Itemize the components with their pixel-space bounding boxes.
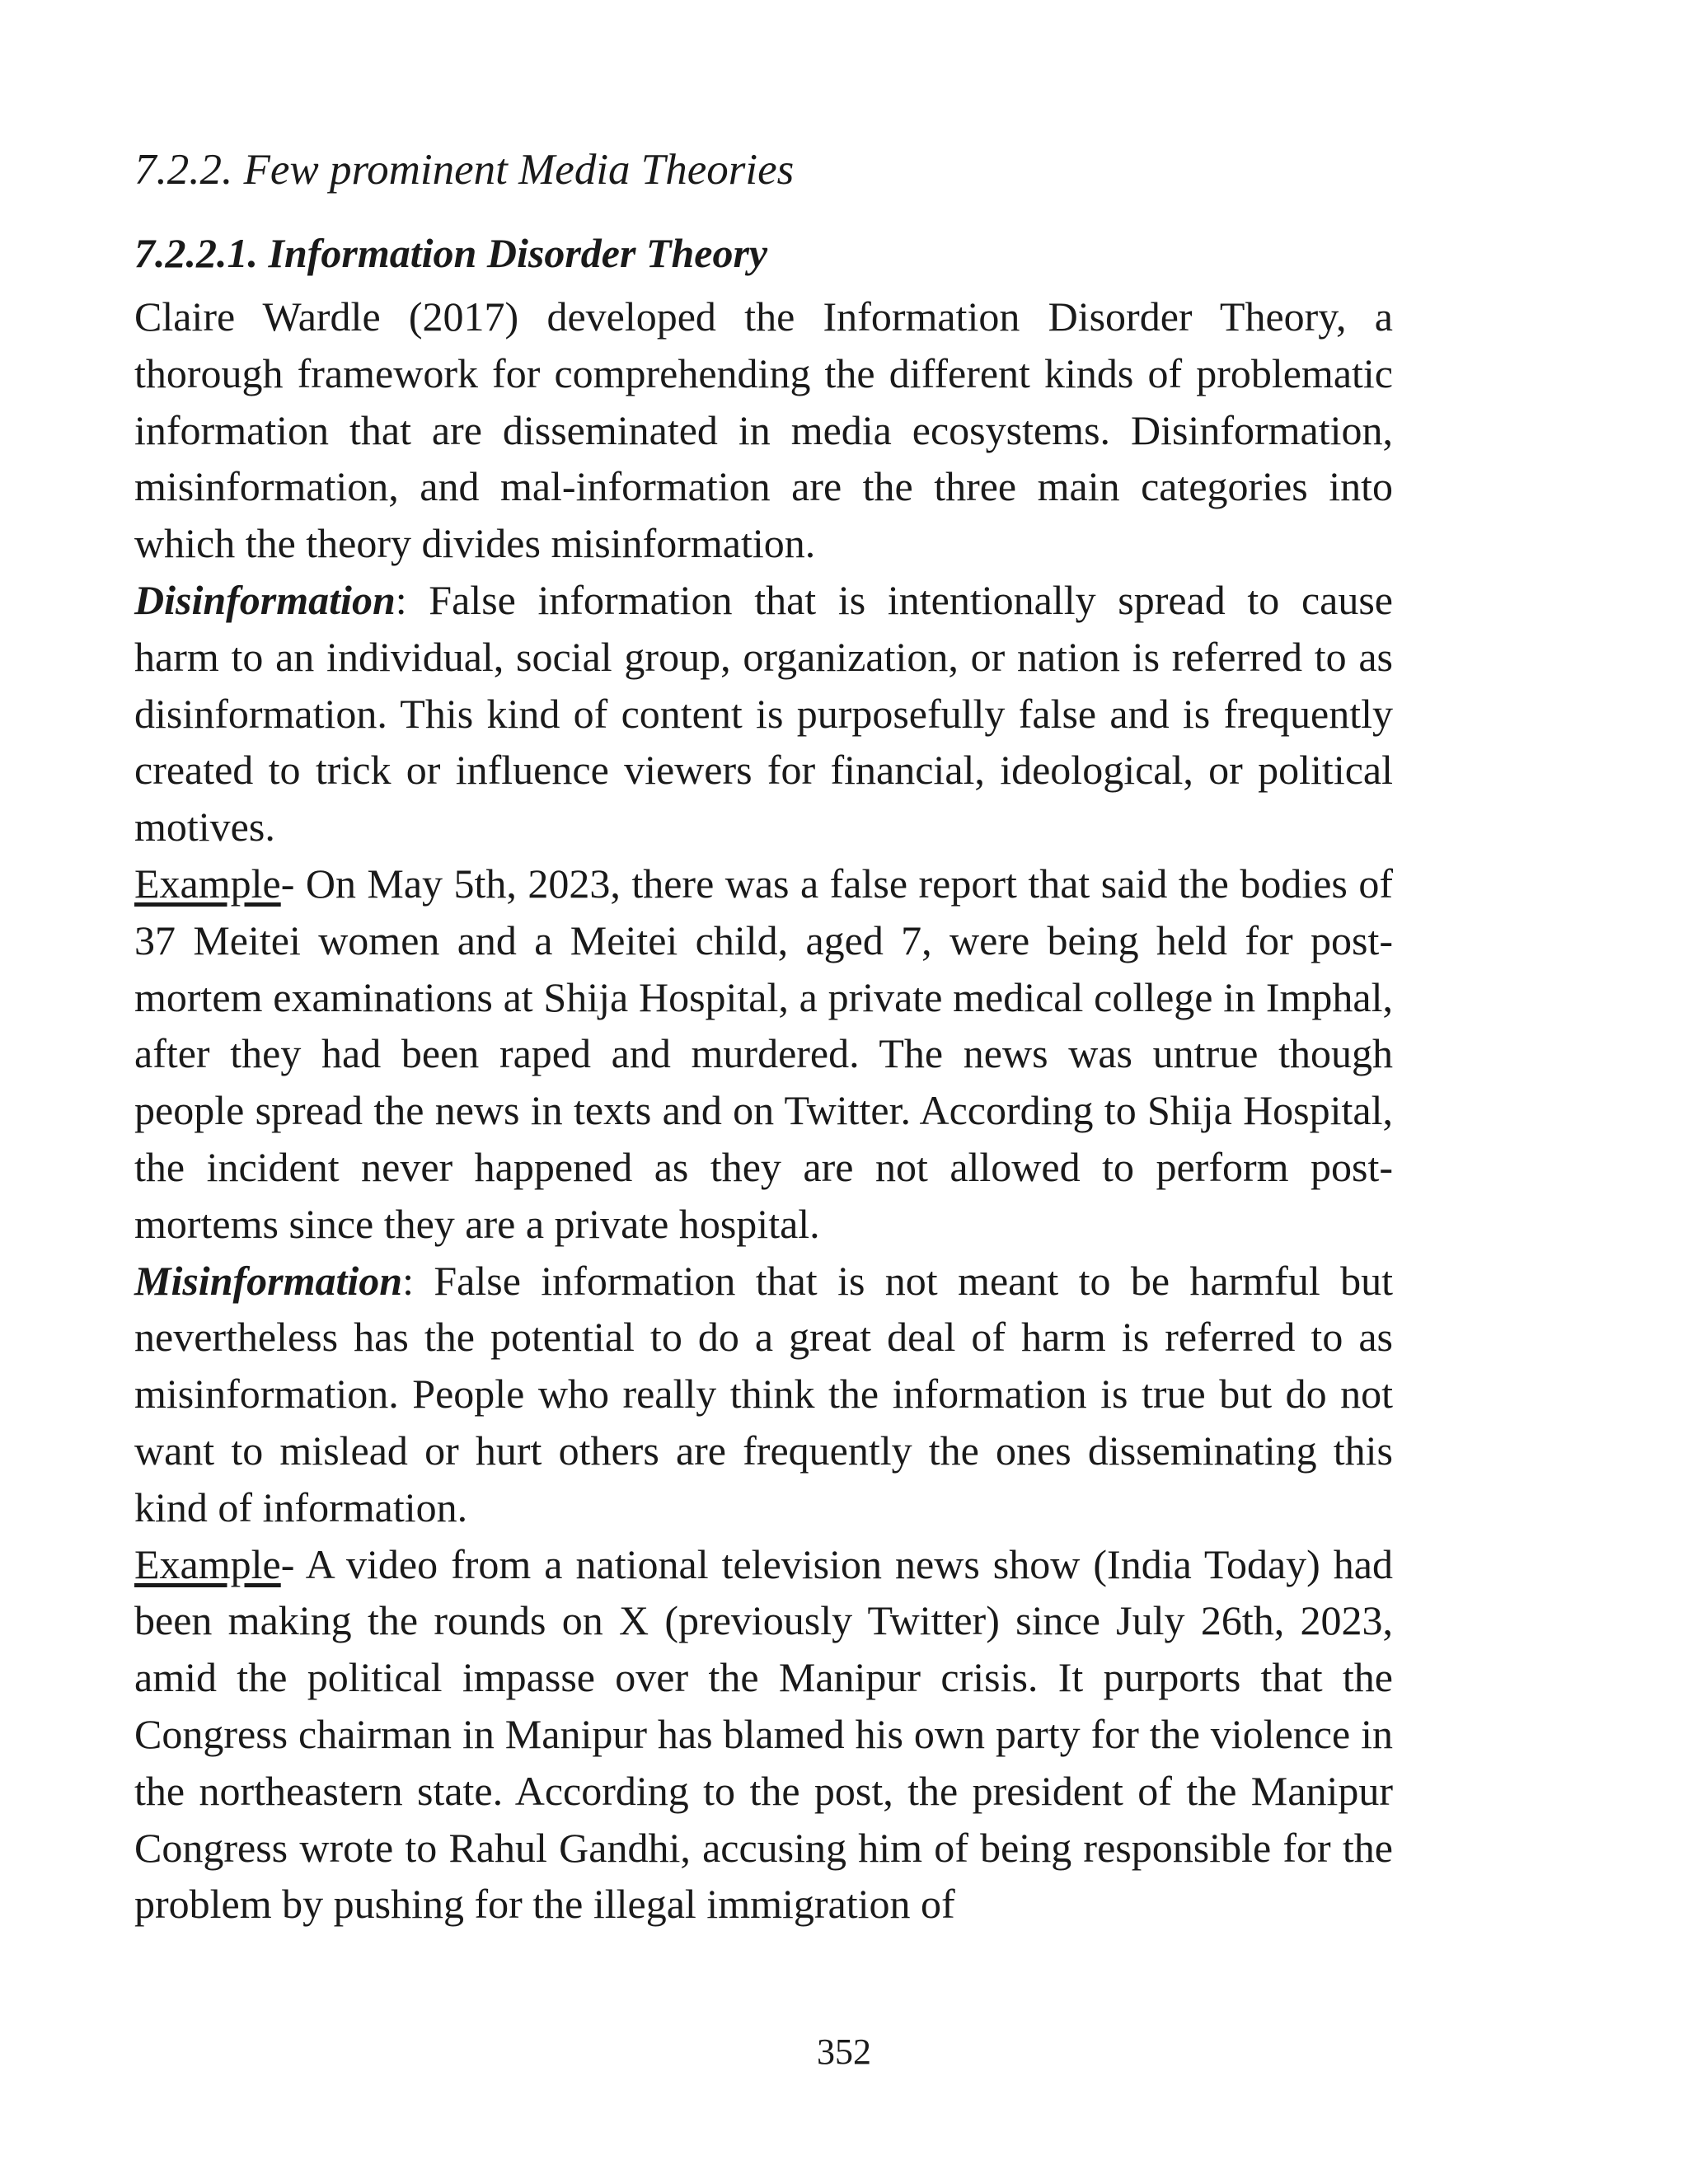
- example-2-paragraph: [134, 1536, 1393, 1933]
- example-1-paragraph: [134, 855, 1393, 1253]
- page-number: 352: [817, 2032, 871, 2072]
- subsection-heading: 7.2.2.1. Information Disorder Theory: [134, 230, 768, 276]
- disinformation-paragraph: [134, 572, 1393, 855]
- example-1-text: - On May 5th, 2023, there was a false report that said the bodies of 37 Meitei women and a Meitei child, aged 7, were being held for post-mortem examinations at Shija Hospital, a private medical college in Imphal, after they had been raped and murdered. The news was untrue though people spread the news in texts and on Twitter. According to Shija Hospital, the incident never happened as they are not allowed to perform post-mortems since they are a private hospital.: [134, 860, 1393, 1247]
- example-2-label: Example: [134, 1540, 281, 1587]
- misinformation-paragraph: [134, 1253, 1393, 1536]
- disinformation-definition: : False information that is intentionally spread to cause harm to an individual, social group, organization, or nation is referred to as disinformation. This kind of content is purposefully false and is frequently created to trick or influence viewers for financial, ideological, or political motives.: [134, 576, 1393, 851]
- misinformation-term: Misinformation: [134, 1257, 403, 1304]
- disinformation-term: Disinformation: [134, 576, 396, 623]
- example-1-label: Example: [134, 860, 281, 907]
- section-heading: 7.2.2. Few prominent Media Theories: [134, 146, 795, 194]
- example-2-text: - A video from a national television news show (India Today) had been making the rounds on X (previously Twitter) since July 26th, 2023, amid the political impasse over the Manipur crisis. It purports that the Congress chairman in Manipur has blamed his own party for the violence in the northeastern state. According to the post, the president of the Manipur Congress wrote to Rahul Gandhi, accusing him of being responsible for the problem by pushing for the illegal immigration of: [134, 1540, 1393, 1928]
- intro-paragraph: Claire Wardle (2017) developed the Information Disorder Theory, a thorough framework for comprehending the different kinds of problematic information that are disseminated in media ecosystems. Disinformation, misinformation, and mal-information are the three main categories into which the theory divides misinformation.: [134, 293, 1393, 567]
- misinformation-definition: : False information that is not meant to be harmful but nevertheless has the potential to do a great deal of harm is referred to as misinformation. People who really think the information is true but do not want to mislead or hurt others are frequently the ones disseminating this kind of information.: [134, 1257, 1393, 1530]
- page-body: [134, 140, 1393, 1933]
